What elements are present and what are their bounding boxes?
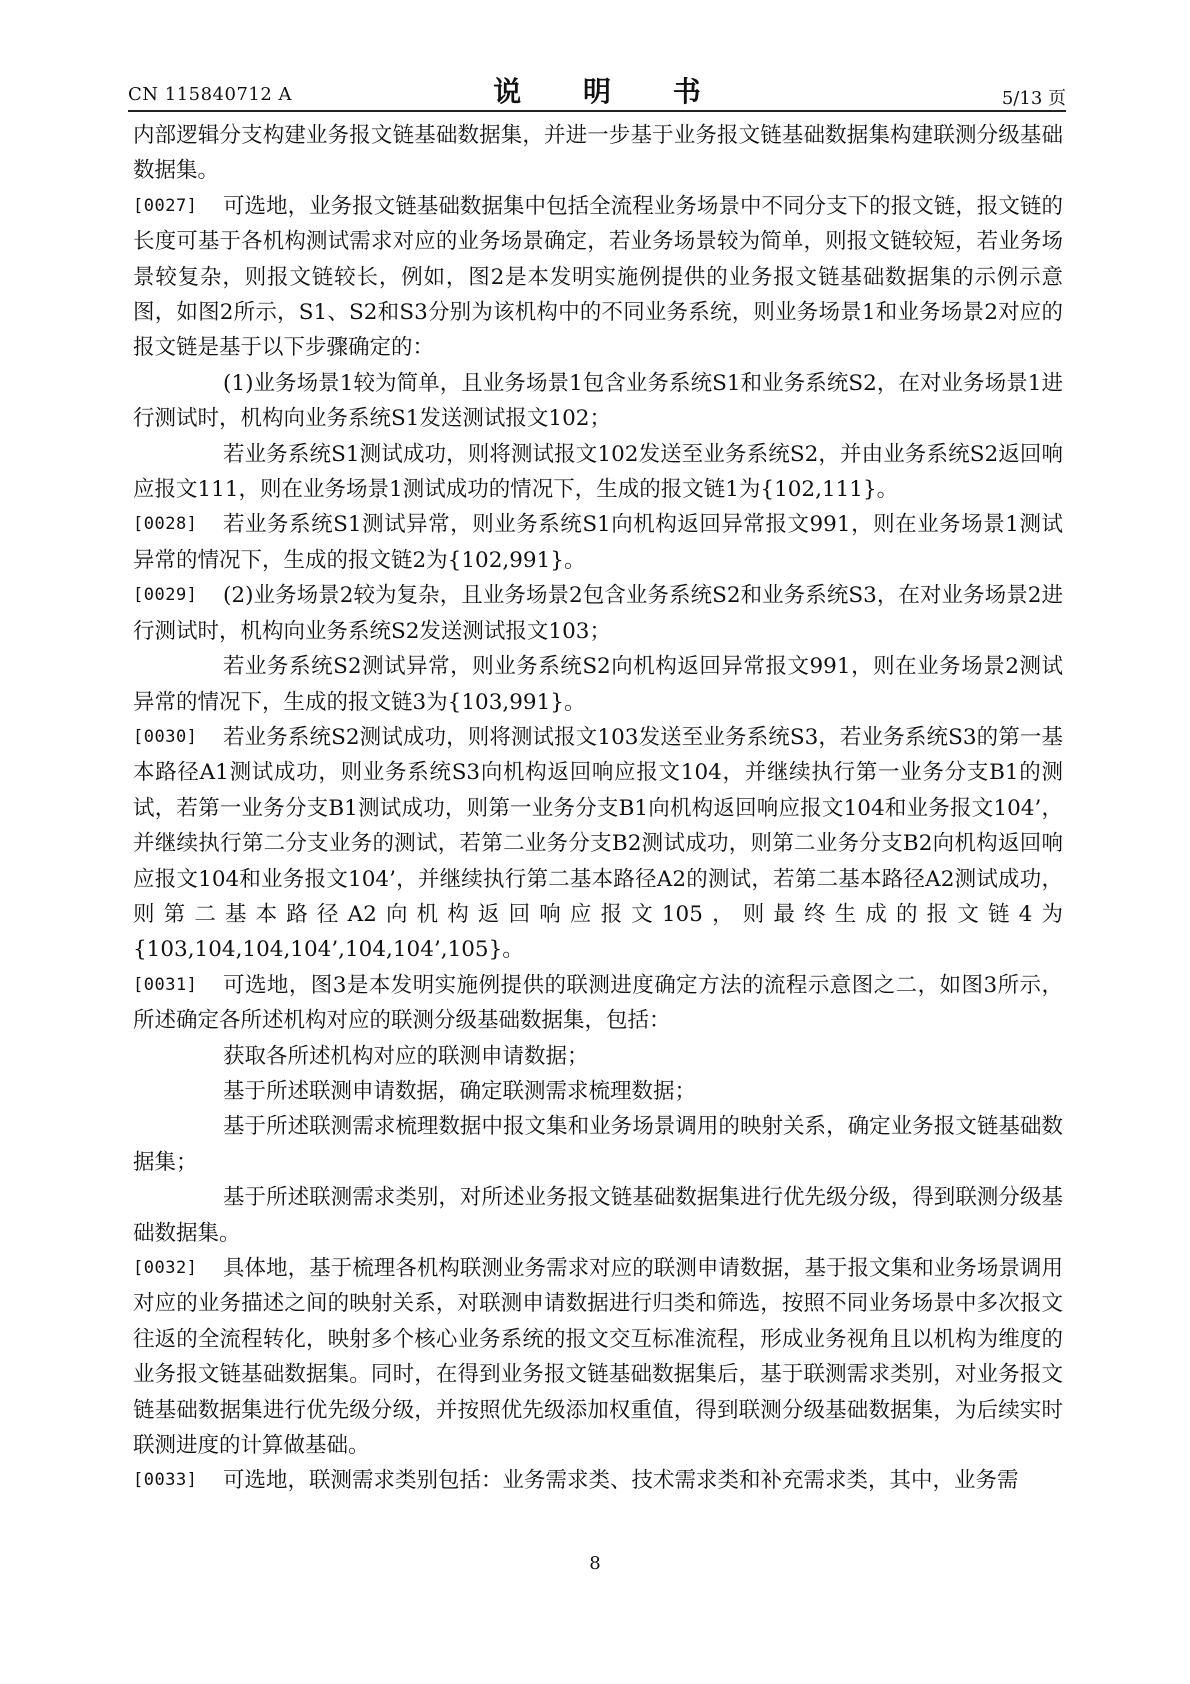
paragraph-number: [0031] (133, 974, 198, 995)
paragraph-number: [0027] (133, 195, 198, 216)
paragraph-text: 具体地，基于梳理各机构联测业务需求对应的联测申请数据，基于报文集和业务场景调用对应的业务描述之间的映射关系，对联测申请数据进行归类和筛选，按照不同业务场景中多次报文往返的全流程转化，映射多个核心业务系统的报文交互标准流程，形成业务视角且以机构为维度的业务报文链基础数据集。同时，在得到业务报文链基础数据集后，基于联测需求类别，对业务报文链基础数据集进行优先级分级，并按照优先级添加权重值，得到联测分级基础数据集，为后续实时联测进度的计算做基础。 (133, 1256, 1063, 1459)
page-header (128, 70, 1066, 110)
paragraph-number: [0030] (133, 726, 198, 747)
document-body (133, 118, 1063, 1499)
paragraph (133, 1251, 1063, 1463)
paragraph (133, 578, 1063, 649)
paragraph-text: 基于所述联测申请数据，确定联测需求梳理数据； (223, 1078, 697, 1104)
paragraph-text: (1)业务场景1较为简单，且业务场景1包含业务系统S1和业务系统S2，在对业务场景1进行测试时，机构向业务系统S1发送测试报文102； (133, 370, 1063, 432)
paragraph-number: [0028] (133, 514, 198, 535)
paragraph (133, 189, 1063, 366)
paragraph-text: 基于所述联测需求梳理数据中报文集和业务场景调用的映射关系，确定业务报文链基础数据集； (133, 1114, 1063, 1175)
paragraph (133, 1074, 1063, 1109)
paragraph (133, 1463, 1063, 1498)
paragraph-text: 若业务系统S2测试异常，则业务系统S2向机构返回异常报文991，则在业务场景2测试异常的情况下，生成的报文链3为{103,991}。 (133, 654, 1063, 715)
document-title: 说 明 书 (493, 75, 727, 108)
paragraph-text: 若业务系统S2测试成功，则将测试报文103发送至业务系统S3，若业务系统S3的第一基本路径A1测试成功，则业务系统S3向机构返回响应报文104，并继续执行第一业务分支B1的测试，若第一业务分支B1测试成功，则第一业务分支B1向机构返回响应报文104和业务报文104’，并继续执行第二分支业务的测试，若第二业务分支B2测试成功，则第二业务分支B2向机构返回响应报文104和业务报文104’，并继续执行第二基本路径A2的测试，若第二基本路径A2测试成功，则第二基本路径A2向机构返回响应报文105，则最终生成的报文链4为{103,104,104,104’,104,104’,105}。 (133, 724, 1063, 963)
paragraph (133, 366, 1063, 437)
page-count: 5/13 页 (1001, 88, 1066, 109)
paragraph-text: 可选地，业务报文链基础数据集中包括全流程业务场景中不同分支下的报文链，报文链的长度可基于各机构测试需求对应的业务场景确定，若业务场景较为简单，则报文链较短，若业务场景较复杂，则报文链较长，例如，图2是本发明实施例提供的业务报文链基础数据集的示例示意图，如图2所示，S1、S2和S3分别为该机构中的不同业务系统，则业务场景1和业务场景2对应的报文链是基于以下步骤确定的： (133, 193, 1063, 361)
paragraph-text: 基于所述联测需求类别，对所述业务报文链基础数据集进行优先级分级，得到联测分级基础数据集。 (133, 1185, 1063, 1246)
paragraph-text: 若业务系统S1测试异常，则业务系统S1向机构返回异常报文991，则在业务场景1测试异常的情况下，生成的报文链2为{102,991}。 (133, 512, 1063, 573)
document-number: CN 115840712 A (128, 84, 293, 105)
paragraph-text: (2)业务场景2较为复杂，且业务场景2包含业务系统S2和业务系统S3，在对业务场景2进行测试时，机构向业务系统S2发送测试报文103； (133, 583, 1063, 644)
paragraph-text: 获取各所述机构对应的联测申请数据； (223, 1043, 589, 1069)
paragraph-text: 内部逻辑分支构建业务报文链基础数据集，并进一步基于业务报文链基础数据集构建联测分级基础数据集。 (133, 123, 1063, 184)
paragraph (133, 968, 1063, 1039)
paragraph (133, 1180, 1063, 1251)
paragraph-text: 若业务系统S1测试成功，则将测试报文102发送至业务系统S2，并由业务系统S2返回响应报文111，则在业务场景1测试成功的情况下，生成的报文链1为{102,111}。 (133, 441, 1063, 503)
paragraph (133, 649, 1063, 720)
paragraph (133, 118, 1063, 189)
paragraph-number: [0032] (133, 1258, 198, 1278)
paragraph (133, 1109, 1063, 1180)
paragraph-text: 可选地，图3是本发明实施例提供的联测进度确定方法的流程示意图之二，如图3所示，所述确定各所述机构对应的联测分级基础数据集，包括： (133, 972, 1063, 1034)
paragraph (133, 437, 1063, 508)
paragraph-text: 可选地，联测需求类别包括：业务需求类、技术需求类和补充需求类，其中，业务需 (223, 1468, 1019, 1494)
header-rule (128, 110, 1066, 112)
page-number: 8 (589, 1553, 601, 1574)
paragraph-number: [0029] (133, 585, 198, 606)
paragraph (133, 720, 1063, 968)
paragraph (133, 1039, 1063, 1074)
paragraph (133, 507, 1063, 578)
paragraph-number: [0033] (133, 1470, 198, 1491)
